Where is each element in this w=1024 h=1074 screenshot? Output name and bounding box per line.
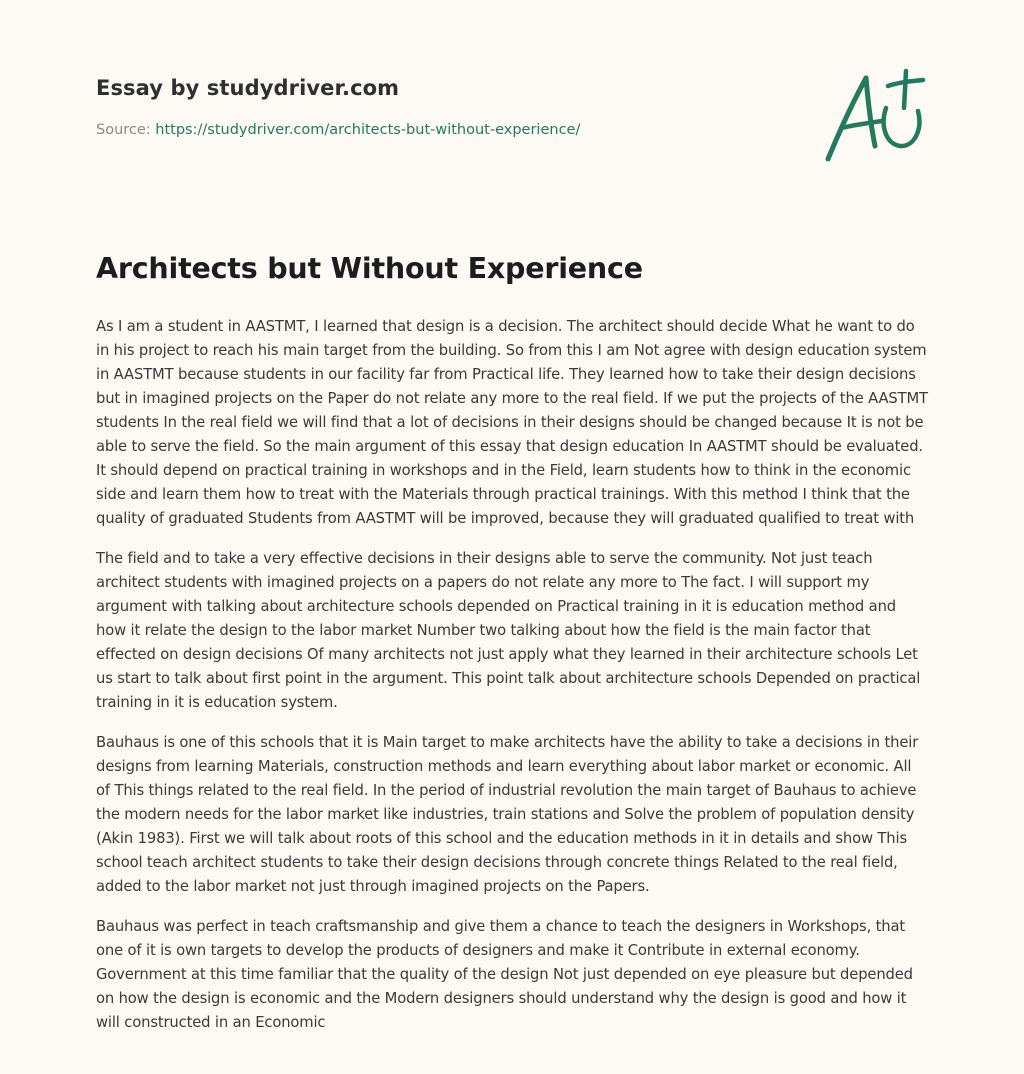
a-plus-grade-icon (822, 68, 928, 164)
site-title: Essay by studydriver.com (96, 76, 400, 100)
source-link[interactable]: https://studydriver.com/architects-but-without-experience/ (155, 122, 581, 138)
essay-body (96, 315, 928, 1051)
essay-paragraph: The field and to take a very effective decisions in their designs able to serve the community. Not just teach architect students with imagined projects on a papers do not relate any more to The fact. I will support my argument with talking about architecture schools depended on Practical training in it is education method and how it relate the design to the labor market Number two talking about how the field is the main factor that effected on design decisions Of many architects not just apply what they learned in their architecture schools Let us start to talk about first point in the argument. This point talk about architecture schools Depended on practical training in it is education system. (96, 550, 921, 711)
essay-paragraph: Bauhaus is one of this schools that it is Main target to make architects have the ability to take a decisions in their designs from learning Materials, construction methods and learn everything about labor market or economic. All of This things related to the real field. In the period of industrial revolution the main target of Bauhaus to achieve the modern needs for the labor market like industries, train stations and Solve the problem of population density (Akin 1983). First we will talk about roots of this school and the education methods in it in details and show This school teach architect students to take their design decisions through concrete things Related to the real field, added to the labor market not just through imagined projects on the Papers. (96, 734, 919, 895)
source-line (96, 122, 796, 138)
essay-paragraph: Bauhaus was perfect in teach craftsmanship and give them a chance to teach the designers in Workshops, that one of it is own targets to develop the products of designers and make it Contribute in external economy. Government at this time familiar that the quality of the design Not just depended on eye pleasure but depended on how the design is economic and the Modern designers should understand why the design is good and how it will constructed in an Economic (96, 918, 913, 1031)
essay-title: Architects but Without Experience (96, 252, 643, 285)
source-label: Source: (96, 122, 151, 138)
page-header (96, 76, 796, 138)
essay-paragraph: As I am a student in AASTMT, I learned that design is a decision. The architect should decide What he want to do in his project to reach his main target from the building. So from this I am Not agree with design education system in AASTMT because students in our facility far from Practical life. They learned how to take their design decisions but in imagined projects on the Paper do not relate any more to the real field. If we put the projects of the AASTMT students In the real field we will find that a lot of decisions in their designs should be changed because It is not be able to serve the field. So the main argument of this essay that design education In AASTMT should be evaluated. It should depend on practical training in workshops and in the Field, learn students how to think in the economic side and learn them how to treat with the Materials through practical trainings. With this method I think that the quality of graduated Students from AASTMT will be improved, because they will graduated qualified to treat with (96, 318, 928, 527)
